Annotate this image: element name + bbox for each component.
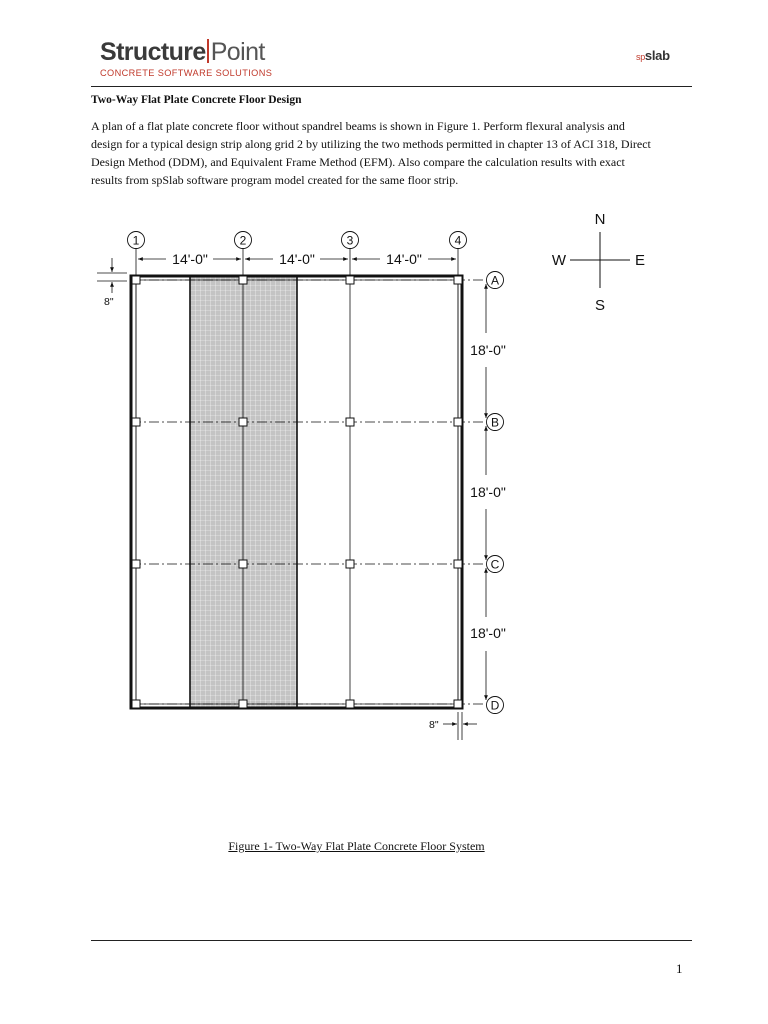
paragraph-line: Design Method (DDM), and Equivalent Frame Method (EFM). Also compare the calculation results with exact: [91, 155, 625, 169]
column: [132, 700, 140, 708]
document-heading: Two-Way Flat Plate Concrete Floor Design: [91, 94, 302, 106]
grid-label-3: 3: [346, 233, 354, 248]
grid-label-1: 1: [132, 233, 140, 248]
grid-label-4: 4: [454, 233, 462, 248]
logo-tagline: CONCRETE SOFTWARE SOLUTIONS: [100, 68, 273, 78]
column: [454, 700, 462, 708]
column: [132, 418, 140, 426]
span-label-a-b: 18'-0": [470, 342, 506, 358]
grid-label-c: C: [490, 557, 500, 572]
compass-rose: [552, 211, 645, 314]
column: [132, 560, 140, 568]
column: [239, 418, 247, 426]
column: [239, 276, 247, 284]
column: [346, 276, 354, 284]
column: [239, 700, 247, 708]
column: [346, 418, 354, 426]
design-strip-hatch: [190, 276, 297, 708]
paragraph-line: design for a typical design strip along grid 2 by utilizing the two methods permitted in chapter 13 of ACI 318, Direct: [91, 137, 651, 151]
compass-south: S: [594, 297, 606, 314]
overhang-label-bottom: 8": [429, 719, 439, 731]
logo-bold-text: Structure: [100, 38, 206, 66]
grid-label-2: 2: [239, 233, 247, 248]
footer-rule: [91, 940, 692, 941]
figure-caption: Figure 1- Two-Way Flat Plate Concrete Floor System: [228, 839, 485, 853]
grid-label-b: B: [490, 415, 500, 430]
compass-east: E: [634, 252, 646, 269]
column: [132, 276, 140, 284]
span-label-b-c: 18'-0": [470, 484, 506, 500]
span-label-2-3: 14'-0": [279, 251, 315, 267]
column: [454, 276, 462, 284]
grid-label-d: D: [490, 698, 500, 713]
column: [454, 418, 462, 426]
brand-prefix: sp: [636, 52, 645, 62]
brand-main: slab: [644, 48, 670, 63]
column: [239, 560, 247, 568]
grid-label-a: A: [490, 273, 500, 288]
column: [346, 560, 354, 568]
paragraph-line: A plan of a flat plate concrete floor without spandrel beams is shown in Figure 1. Perform flexural analysis and: [91, 119, 625, 133]
column: [346, 700, 354, 708]
paragraph-line: results from spSlab software program model created for the same floor strip.: [91, 173, 459, 187]
span-label-1-2: 14'-0": [172, 251, 208, 267]
overhang-label-top: 8": [104, 296, 114, 308]
compass-north: N: [594, 211, 606, 228]
compass-west: W: [551, 252, 567, 269]
span-label-3-4: 14'-0": [386, 251, 422, 267]
logo-light-text: Point: [210, 38, 265, 66]
span-label-c-d: 18'-0": [470, 625, 506, 641]
page-number: 1: [676, 961, 683, 976]
column: [454, 560, 462, 568]
